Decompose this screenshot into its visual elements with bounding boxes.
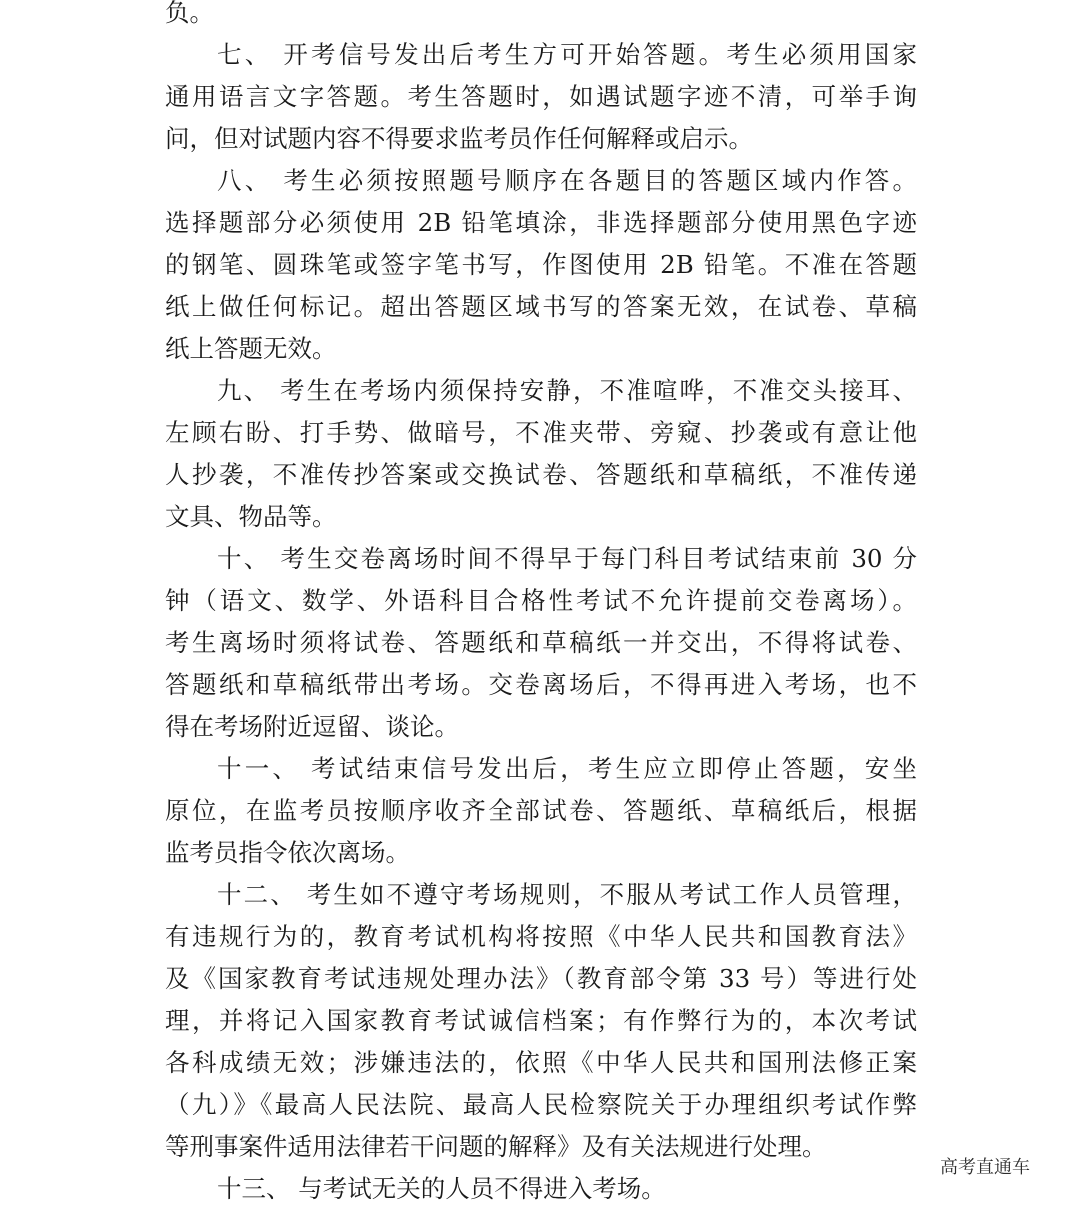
watermark-label: 高考直通车 <box>940 1157 1030 1178</box>
text-line: 答题纸和草稿纸带出考场。交卷离场后，不得再进入考场，也不 <box>165 670 917 699</box>
text-line: 及《国家教育考试违规处理办法》（教育部令第 33 号）等进行处 <box>165 964 917 993</box>
text-line: 十三、 与考试无关的人员不得进入考场。 <box>217 1174 666 1203</box>
text-line: 负。 <box>165 0 214 27</box>
text-line: 左顾右盼、打手势、做暗号，不准夹带、旁窥、抄袭或有意让他 <box>165 418 917 447</box>
text-line: 选择题部分必须使用 2B 铅笔填涂，非选择题部分使用黑色字迹 <box>165 208 917 237</box>
text-line: 通用语言文字答题。考生答题时，如遇试题字迹不清，可举手询 <box>165 82 917 111</box>
text-line: 问，但对试题内容不得要求监考员作任何解释或启示。 <box>165 124 753 153</box>
text-line: 有违规行为的，教育考试机构将按照《中华人民共和国教育法》 <box>165 922 917 951</box>
text-line: （九）》《最高人民法院、最高人民检察院关于办理组织考试作弊 <box>165 1090 917 1119</box>
text-line: 十二、 考生如不遵守考场规则，不服从考试工作人员管理， <box>217 880 917 909</box>
text-line: 等刑事案件适用法律若干问题的解释》及有关法规进行处理。 <box>165 1132 827 1161</box>
text-line: 理，并将记入国家教育考试诚信档案；有作弊行为的，本次考试 <box>165 1006 917 1035</box>
text-line: 八、 考生必须按照题号顺序在各题目的答题区域内作答。 <box>217 166 917 195</box>
text-line: 文具、物品等。 <box>165 502 337 531</box>
text-line: 监考员指令依次离场。 <box>165 838 410 867</box>
text-line: 钟（语文、数学、外语科目合格性考试不允许提前交卷离场）。 <box>165 586 917 615</box>
text-line: 十一、 考试结束信号发出后，考生应立即停止答题，安坐 <box>217 754 917 783</box>
text-line: 纸上答题无效。 <box>165 334 337 363</box>
text-line: 人抄袭，不准传抄答案或交换试卷、答题纸和草稿纸，不准传递 <box>165 460 917 489</box>
text-line: 十、 考生交卷离场时间不得早于每门科目考试结束前 30 分 <box>217 544 917 573</box>
text-line: 考生离场时须将试卷、答题纸和草稿纸一并交出，不得将试卷、 <box>165 628 917 657</box>
text-line: 原位，在监考员按顺序收齐全部试卷、答题纸、草稿纸后，根据 <box>165 796 917 825</box>
text-line: 得在考场附近逗留、谈论。 <box>165 712 459 741</box>
text-line: 九、 考生在考场内须保持安静，不准喧哗，不准交头接耳、 <box>217 376 917 405</box>
text-line: 纸上做任何标记。超出答题区域书写的答案无效，在试卷、草稿 <box>165 292 917 321</box>
text-line: 七、 开考信号发出后考生方可开始答题。考生必须用国家 <box>217 40 917 69</box>
document-body <box>165 0 917 1210</box>
text-line: 的钢笔、圆珠笔或签字笔书写，作图使用 2B 铅笔。不准在答题 <box>165 250 917 279</box>
text-line: 各科成绩无效；涉嫌违法的，依照《中华人民共和国刑法修正案 <box>165 1048 917 1077</box>
